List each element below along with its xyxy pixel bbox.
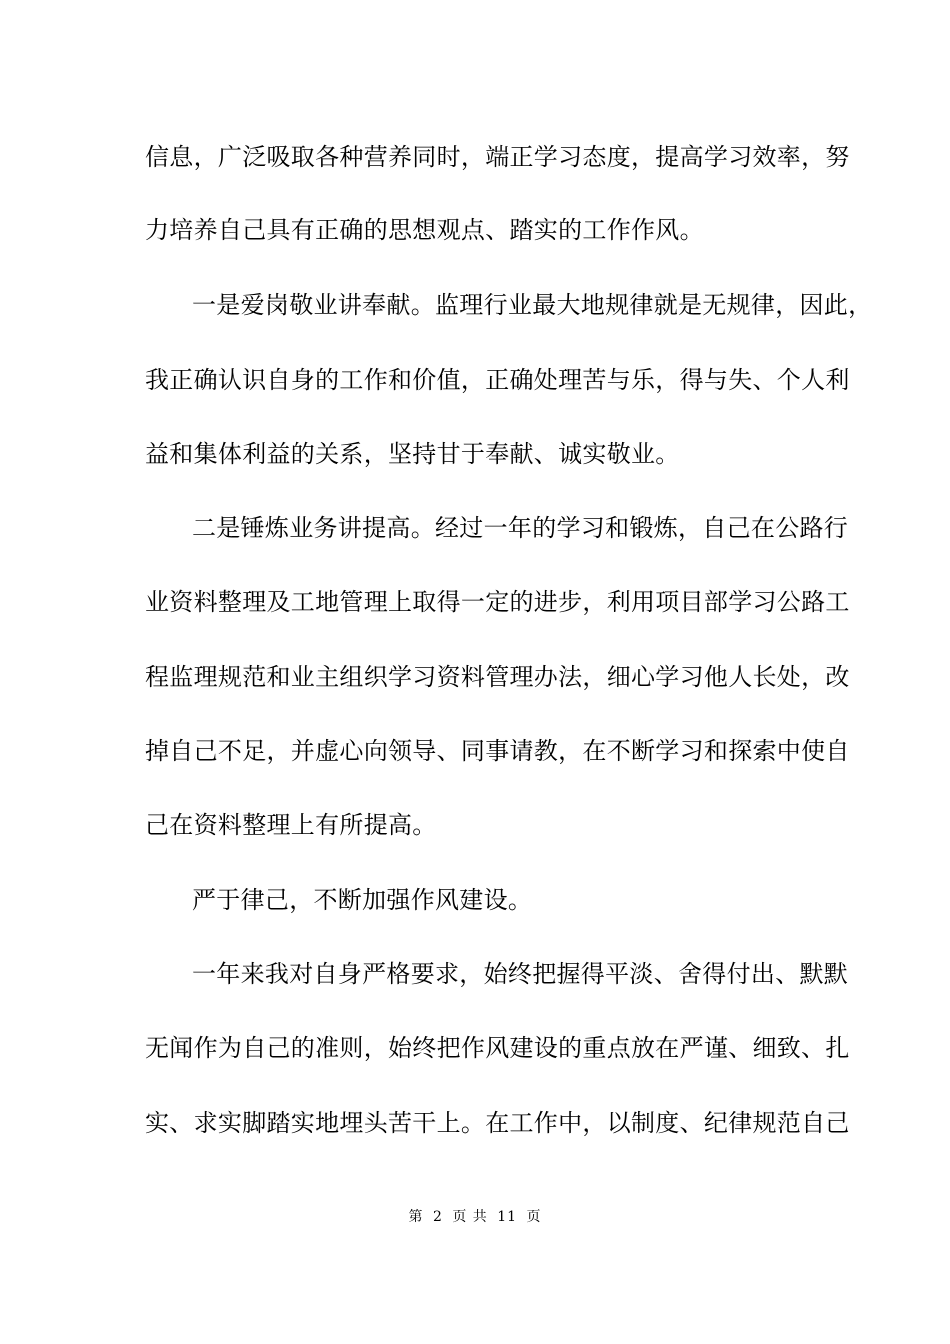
- footer-middle: 页 共: [452, 1209, 488, 1225]
- text-line: 无闻作为自己的准则，始终把作风建设的重点放在严谨、细致、扎: [145, 1034, 850, 1062]
- text-line: 己在资料整理上有所提高。: [145, 811, 437, 839]
- page-footer: [0, 1208, 950, 1226]
- footer-suffix: 页: [526, 1209, 542, 1225]
- text-line: 掉自己不足，并虚心向领导、同事请教，在不断学习和探索中使自: [145, 737, 850, 765]
- section-heading-line: 严于律己，不断加强作风建设。: [192, 886, 533, 914]
- text-line: 益和集体利益的关系，坚持甘于奉献、诚实敬业。: [145, 440, 680, 468]
- text-line: 力培养自己具有正确的思想观点、踏实的工作作风。: [145, 216, 704, 244]
- paragraph-start-line: 一是爱岗敬业讲奉献。监理行业最大地规律就是无规律，因此，: [192, 291, 873, 319]
- current-page-number: 2: [432, 1209, 443, 1225]
- text-line: 信息，广泛吸取各种营养同时，端正学习态度，提高学习效率，努: [145, 143, 850, 171]
- text-line: 程监理规范和业主组织学习资料管理办法，细心学习他人长处，改: [145, 663, 850, 691]
- text-line: 我正确认识自身的工作和价值，正确处理苦与乐，得与失、个人利: [145, 366, 850, 394]
- text-line: 实、求实脚踏实地埋头苦干上。在工作中，以制度、纪律规范自己: [145, 1109, 850, 1137]
- paragraph-start-line: 一年来我对自身严格要求，始终把握得平淡、舍得付出、默默: [192, 960, 849, 988]
- text-line: 业资料整理及工地管理上取得一定的进步，利用项目部学习公路工: [145, 588, 850, 616]
- footer-prefix: 第: [408, 1209, 424, 1225]
- total-page-count: 11: [497, 1209, 518, 1225]
- paragraph-start-line: 二是锤炼业务讲提高。经过一年的学习和锻炼，自己在公路行: [192, 514, 849, 542]
